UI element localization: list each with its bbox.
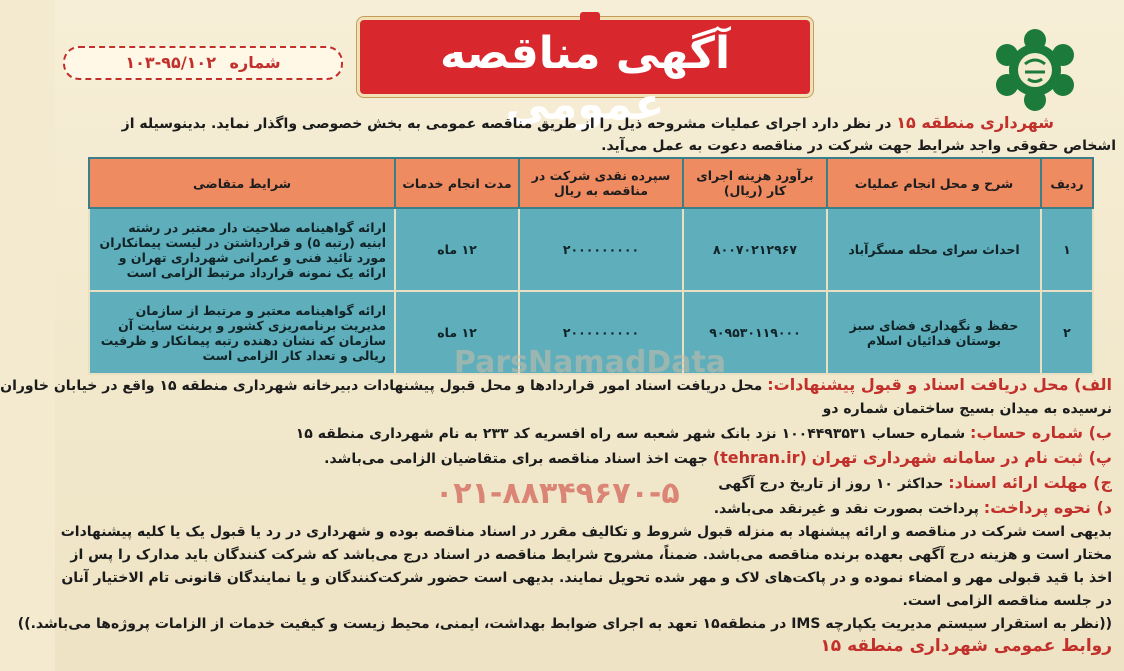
ims-note: ((نظر به استقرار سیستم مدیریت یکپارچه IMS در منطقه۱۵ تعهد به اجرای ضوابط بهداشت، ایمنی، محیط زیست و کیفیت خدمات از الزامات پروژه‌ها می‌باشد.)) [17, 616, 1112, 632]
col-header-description: شرح و محل انجام عملیات [827, 158, 1041, 208]
section-p-title: پ) ثبت نام در سامانه شهرداری تهران [811, 448, 1112, 467]
table-header-row [89, 158, 1093, 208]
section-j [65, 471, 1112, 496]
phone-watermark: ۰۲۱-۸۸۳۴۹۶۷۰-۵ [435, 476, 680, 511]
notice-number-value: ۹۵/۱۰۲-۱۰۳ [125, 53, 216, 72]
section-a-text-2: نرسیده به میدان بسیج ساختمان شماره دو [822, 401, 1112, 417]
row-duration: ۱۲ ماه [395, 208, 519, 291]
note-line-1: بدیهی است شرکت در مناقصه و ارائه پیشنهاد به منزله قبول شروط و تکالیف مقرر در اسناد مناقصه بوده و شهرداری در رد یا قبول یک یا کلیه پیشنهادات [60, 524, 1112, 540]
section-a [0, 373, 1112, 398]
col-header-estimate: برآورد هزینه اجرای کار (ریال) [683, 158, 827, 208]
row-estimate: ۹۰۹۵۳۰۱۱۹۰۰۰ [683, 291, 827, 374]
row-deposit: ۲۰۰۰۰۰۰۰۰۰ [519, 208, 683, 291]
section-d-text: پرداخت بصورت نقد و غیرنقد می‌باشد. [713, 501, 979, 517]
row-description: احداث سرای محله مسگرآباد [827, 208, 1041, 291]
row-deposit: ۲۰۰۰۰۰۰۰۰۰ [519, 291, 683, 374]
section-p-text: جهت اخذ اسناد مناقصه برای متقاضیان الزامی می‌باشد. [324, 451, 708, 467]
section-d [65, 496, 1112, 521]
row-estimate: ۸۰۰۷۰۲۱۲۹۶۷ [683, 208, 827, 291]
section-p [65, 446, 1112, 471]
col-header-duration: مدت انجام خدمات [395, 158, 519, 208]
notice-number-label: شماره [229, 53, 281, 72]
section-b [65, 421, 1112, 446]
section-j-text: حداکثر ۱۰ روز از تاریخ درج آگهی [718, 476, 944, 492]
tender-table [88, 157, 1094, 375]
table-row [89, 208, 1093, 291]
col-header-index: ردیف [1041, 158, 1093, 208]
footer-public-relations: روابط عمومی شهرداری منطقه ۱۵ [820, 636, 1112, 656]
row-description: حفظ و نگهداری فضای سبز بوستان فدائیان اسلام [827, 291, 1041, 374]
site-watermark: ParsNamadData [453, 345, 727, 380]
section-a-title: الف) محل دریافت اسناد و قبول پیشنهادات: [767, 375, 1112, 394]
notice-body [0, 373, 1112, 636]
col-header-conditions: شرایط متقاضی [89, 158, 395, 208]
section-b-text: شماره حساب ۱۰۰۴۴۹۳۵۳۱ نزد بانک شهر شعبه سه راه افسریه کد ۲۳۳ به نام شهرداری منطقه ۱۵ [295, 426, 966, 442]
municipality-logo-icon [985, 28, 1085, 112]
intro-text-1: در نظر دارد اجرای عملیات مشروحه ذیل را از طریق مناقصه عمومی به بخش خصوصی واگذار نماید. بدینوسیله از [121, 116, 892, 132]
banner-notch [580, 12, 600, 26]
section-j-title: ج) مهلت ارائه اسناد: [948, 473, 1112, 492]
row-conditions: ارائه گواهینامه صلاحیت دار معتبر در رشته ابنیه (رتبه ۵) و قرارداشتن در لیست پیمانکاران مورد تائید فنی و عمرانی شهرداری تهران و ارائه یک نمونه قرارداد مرتبط الزامی است [89, 208, 395, 291]
page-title: آگهی مناقصه عمومی [439, 28, 731, 130]
row-duration: ۱۲ ماه [395, 291, 519, 374]
row-conditions: ارائه گواهینامه معتبر و مرتبط از سازمان مدیریت برنامه‌ریزی کشور و پرینت سایت آن سازمان که نشان دهنده رتبه پیمانکار و ظرفیت ریالی و تعداد کار الزامی است [89, 291, 395, 374]
col-header-deposit: سپرده نقدی شرکت در مناقصه به ریال [519, 158, 683, 208]
notice-number-badge [63, 46, 343, 80]
organization-name: شهرداری منطقه ۱۵ [896, 113, 1054, 132]
note-line-4: در جلسه مناقصه الزامی است. [902, 593, 1112, 609]
row-index: ۱ [1041, 208, 1093, 291]
section-p-site: (tehran.ir) [712, 448, 807, 467]
intro-line-1 [65, 110, 1054, 137]
section-b-title: ب) شماره حساب: [970, 423, 1112, 442]
note-line-2: مختار است و هزینه درج آگهی بعهده برنده مناقصه می‌باشد. ضمناً، مشروح شرایط مناقصه در اسناد درج می‌باشد که شرکت کنندگان باید مدارک را پس از [70, 547, 1112, 563]
section-a-text: محل دریافت اسناد امور قراردادها و محل قبول پیشنهادات دبیرخانه شهرداری منطقه ۱۵ واقع در خیابان خاوران [0, 378, 763, 394]
section-d-title: د) نحوه پرداخت: [983, 498, 1112, 517]
intro-text-2: اشخاص حقوقی واجد شرایط جهت شرکت در مناقصه دعوت به عمل می‌آید. [601, 138, 1116, 154]
row-index: ۲ [1041, 291, 1093, 374]
note-line-3: اخذ با قید قبولی مهر و امضاء نموده و در پاکت‌های لاک و مهر شده تحویل نمایند. بدیهی است حضور شرکت‌کنندگان و یا نمایندگان قانونی تام الاختیار آنان [61, 570, 1112, 586]
